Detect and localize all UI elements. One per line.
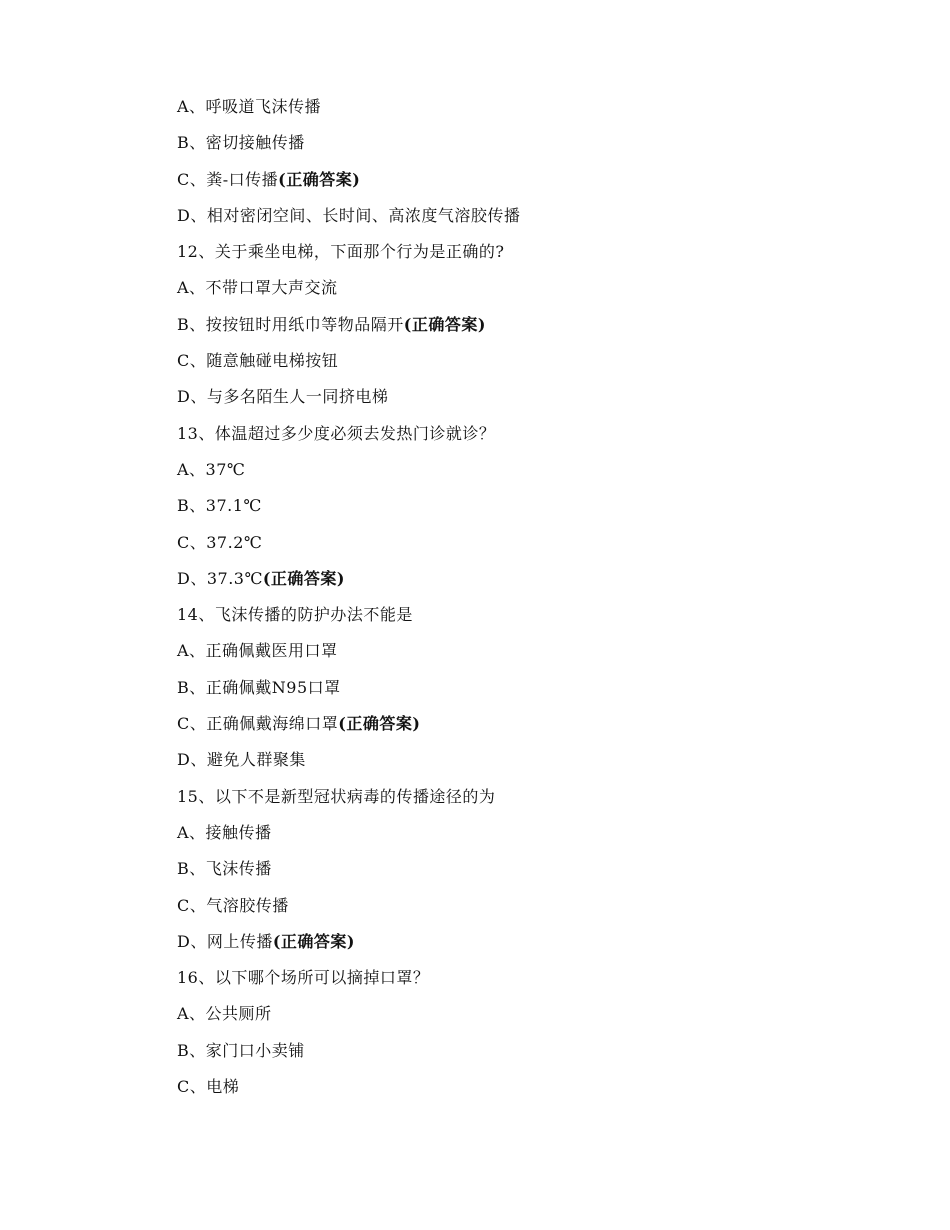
line-text: 12、关于乘坐电梯，下面那个行为是正确的?: [177, 242, 505, 262]
line-text: 14、飞沫传播的防护办法不能是: [177, 605, 413, 625]
option-line: [177, 675, 877, 711]
line-text: B、密切接触传播: [177, 133, 305, 153]
question-line: [177, 421, 877, 457]
line-text: A、正确佩戴医用口罩: [177, 641, 338, 661]
line-text: B、家门口小卖铺: [177, 1040, 305, 1060]
line-text: 16、以下哪个场所可以摘掉口罩？: [177, 968, 430, 988]
line-text: A、公共厕所: [177, 1004, 272, 1024]
line-text: A、不带口罩大声交流: [177, 278, 338, 298]
correct-answer-marker: (正确答案): [403, 314, 486, 334]
correct-answer-marker: (正确答案): [278, 169, 361, 189]
question-line: [177, 965, 877, 1001]
option-line: [177, 893, 877, 929]
option-line: [177, 638, 877, 674]
line-text: A、呼吸道飞沫传播: [177, 97, 322, 116]
correct-answer-marker: (正确答案): [272, 931, 355, 951]
line-text: D、避免人群聚集: [177, 750, 306, 770]
option-line: [177, 566, 877, 602]
line-text: B、飞沫传播: [177, 859, 272, 879]
line-text: B、正确佩戴N95口罩: [177, 677, 341, 697]
option-line: [177, 275, 877, 311]
line-text: D、与多名陌生人一同挤电梯: [177, 387, 389, 407]
option-line: [177, 384, 877, 420]
option-line: [177, 493, 877, 529]
option-line: [177, 856, 877, 892]
option-line: [177, 348, 877, 384]
correct-answer-marker: (正确答案): [262, 568, 346, 588]
line-text: A、37℃: [177, 459, 246, 479]
line-text: B、37.1℃: [177, 496, 262, 516]
line-text: C、随意触碰电梯按钮: [177, 351, 339, 371]
line-text: C、气溶胶传播: [177, 895, 289, 915]
line-text: D、相对密闭空间、长时间、高浓度气溶胶传播: [177, 205, 521, 225]
correct-answer-marker: (正确答案): [338, 714, 421, 734]
option-line: [177, 1001, 877, 1037]
document-body: [177, 94, 877, 1110]
option-line: [177, 1038, 877, 1074]
option-line: [177, 457, 877, 493]
option-line: [177, 820, 877, 856]
option-line: [177, 747, 877, 783]
option-line: [177, 130, 877, 166]
line-text: D、37.3℃: [177, 568, 263, 588]
option-line: [177, 711, 877, 747]
line-text: 15、以下不是新型冠状病毒的传播途径的为: [177, 786, 496, 806]
option-line: [177, 312, 877, 348]
line-text: A、接触传播: [177, 822, 272, 842]
line-text: 13、体温超过多少度必须去发热门诊就诊？: [177, 423, 496, 443]
option-line: [177, 1074, 877, 1110]
line-text: B、按按钮时用纸巾等物品隔开: [177, 314, 404, 334]
option-line: [177, 530, 877, 566]
line-text: C、正确佩戴海绵口罩: [177, 714, 339, 734]
question-line: [177, 784, 877, 820]
line-text: C、粪-口传播: [177, 169, 279, 189]
option-line: [177, 94, 877, 130]
question-line: [177, 602, 877, 638]
line-text: C、37.2℃: [177, 532, 263, 552]
line-text: C、电梯: [177, 1077, 240, 1097]
line-text: D、网上传播: [177, 931, 273, 951]
option-line: [177, 167, 877, 203]
option-line: [177, 203, 877, 239]
option-line: [177, 929, 877, 965]
question-line: [177, 239, 877, 275]
